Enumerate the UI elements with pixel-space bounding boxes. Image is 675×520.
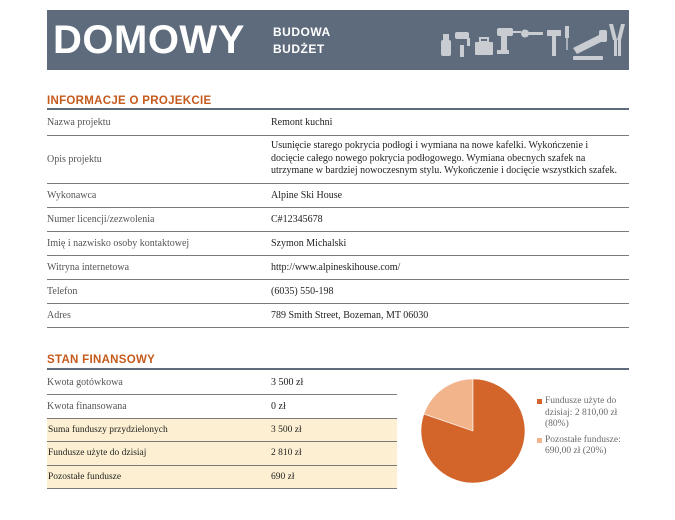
row-label: Pozostałe fundusze — [47, 465, 271, 489]
legend-swatch-used — [537, 399, 542, 404]
saw-icon — [573, 30, 607, 54]
banner-subtitle — [273, 24, 331, 58]
row-value: 789 Smith Street, Bozeman, MT 06030 — [271, 303, 629, 327]
row-label: Imię i nazwisko osoby kontaktowej — [47, 231, 271, 255]
row-value: 2 810 zł — [271, 442, 397, 466]
level-icon — [573, 56, 603, 60]
finance-section-title: STAN FINANSOWY — [47, 354, 156, 366]
table-row — [47, 442, 397, 466]
row-value: Usunięcie starego pokrycia podłogi i wymiana na nowe kafelki. Wykończenie i docięcie całego nowego pokrycia podłogowego. Wymiana obecnych szafek na utrzymane w bardziej nowoczesnym stylu. Wykończenie i docięcie wszystkich szafek. — [271, 135, 629, 183]
hammer-icon — [547, 30, 561, 56]
project-section-title: INFORMACJE O PROJEKCIE — [47, 95, 212, 107]
table-row — [47, 135, 629, 183]
legend-label-remaining: Pozostałe fundusze: 690,00 zł (20%) — [545, 434, 621, 456]
row-label: Wykonawca — [47, 183, 271, 207]
table-row — [47, 207, 629, 231]
pliers-icon — [609, 24, 625, 56]
table-row — [47, 231, 629, 255]
row-value: 3 500 zł — [271, 371, 397, 395]
tape-measure-icon — [441, 34, 451, 56]
row-label: Opis projektu — [47, 135, 271, 183]
funds-pie-chart — [420, 378, 526, 484]
banner-title: DOMOWY — [53, 18, 245, 62]
table-row — [47, 371, 397, 395]
row-label: Kwota finansowana — [47, 395, 271, 419]
finance-table — [47, 371, 397, 489]
drill-icon — [497, 28, 521, 54]
row-label: Suma funduszy przydzielonych — [47, 418, 271, 442]
row-label: Witryna internetowa — [47, 255, 271, 279]
finance-section-rule — [47, 368, 629, 370]
screwdriver-icon — [565, 26, 569, 50]
table-row — [47, 395, 397, 419]
legend-item-remaining — [537, 435, 629, 458]
row-value: Remont kuchni — [271, 111, 629, 135]
table-row — [47, 279, 629, 303]
legend-item-used — [537, 396, 629, 431]
row-label: Numer licencji/zezwolenia — [47, 207, 271, 231]
tools-illustration — [439, 18, 625, 62]
chart-legend — [537, 396, 629, 462]
row-value: Szymon Michalski — [271, 231, 629, 255]
row-label: Adres — [47, 303, 271, 327]
paint-roller-icon — [455, 32, 470, 57]
row-label: Kwota gotówkowa — [47, 371, 271, 395]
row-value: 0 zł — [271, 395, 397, 419]
project-info-table — [47, 111, 629, 328]
row-label: Fundusze użyte do dzisiaj — [47, 442, 271, 466]
row-value: (6035) 550-198 — [271, 279, 629, 303]
table-row — [47, 303, 629, 327]
table-row — [47, 465, 397, 489]
legend-label-used: Fundusze użyte do dzisiaj: 2 810,00 zł (80%) — [545, 396, 618, 429]
row-value: C#12345678 — [271, 207, 629, 231]
row-label: Nazwa projektu — [47, 111, 271, 135]
row-value: 3 500 zł — [271, 418, 397, 442]
banner-subtitle-line2: BUDŻET — [273, 42, 325, 56]
wrench-icon — [521, 30, 543, 38]
table-row — [47, 418, 397, 442]
table-row — [47, 111, 629, 135]
legend-swatch-remaining — [537, 438, 542, 443]
website-link[interactable]: http://www.alpineskihouse.com/ — [271, 255, 629, 279]
toolbox-icon — [475, 38, 493, 55]
project-section-rule — [47, 108, 629, 110]
row-value: 690 zł — [271, 465, 397, 489]
banner-subtitle-line1: BUDOWA — [273, 25, 331, 39]
table-row — [47, 183, 629, 207]
table-row — [47, 255, 629, 279]
row-label: Telefon — [47, 279, 271, 303]
row-value: Alpine Ski House — [271, 183, 629, 207]
header-banner — [47, 10, 629, 70]
